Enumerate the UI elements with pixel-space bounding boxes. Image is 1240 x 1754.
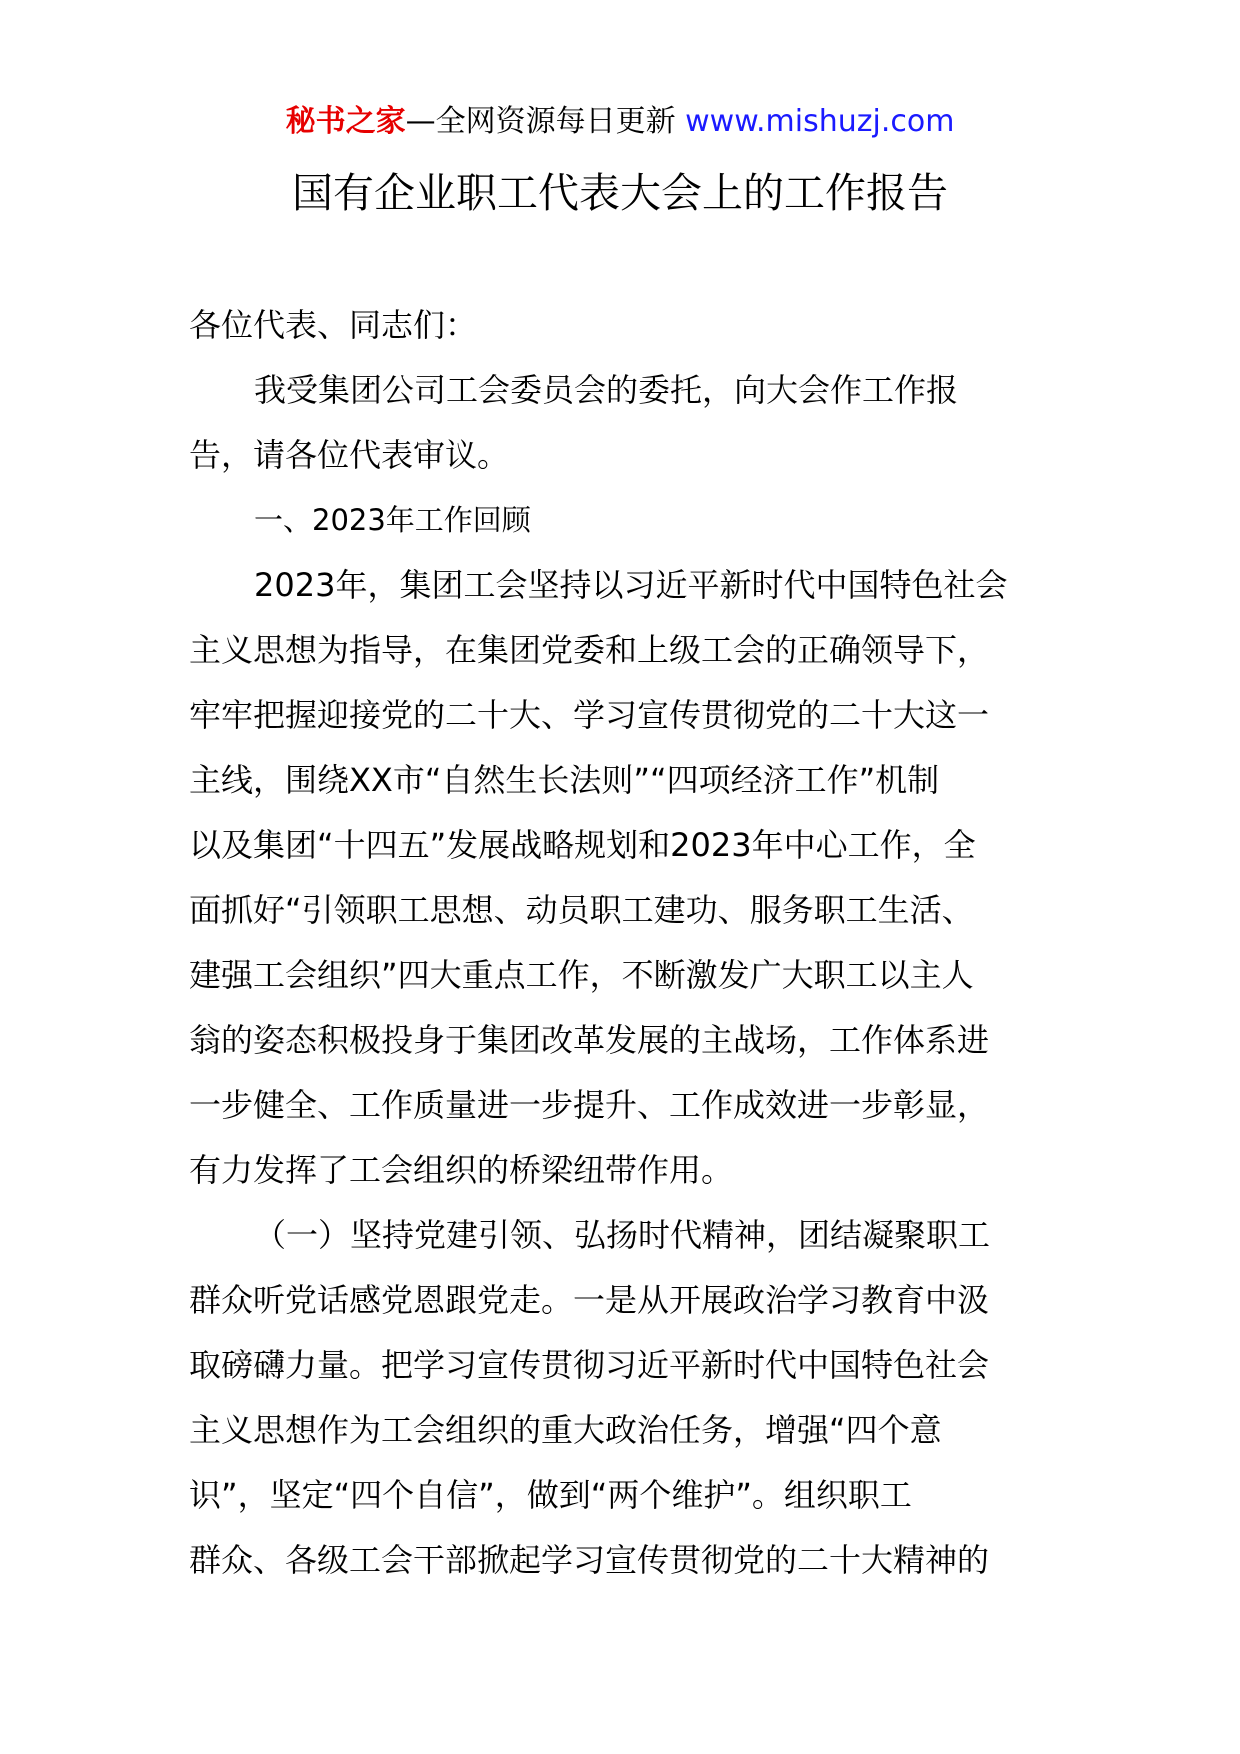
section-heading: 一、2023年工作回顾: [254, 503, 531, 537]
site-url-link[interactable]: www.mishuzj.com: [685, 104, 955, 139]
paragraph-line: 以及集团“十四五”发展战略规划和2023年中心工作，全: [189, 826, 976, 864]
paragraph-line: 主义思想为指导，在集团党委和上级工会的正确领导下，: [189, 631, 990, 669]
brand-name: 秘书之家: [285, 104, 406, 139]
subsection-heading-line: （一）坚持党建引领、弘扬时代精神，团结凝聚职工: [254, 1216, 991, 1254]
document-body: [189, 293, 1059, 1593]
document-title: 国有企业职工代表大会上的工作报告: [292, 169, 948, 217]
paragraph-line: 群众听党话感党恩跟党走。一是从开展政治学习教育中汲: [189, 1281, 990, 1319]
paragraph-line: 建强工会组织”四大重点工作，不断激发广大职工以主人: [189, 956, 974, 994]
paragraph-line: 识”，坚定“四个自信”，做到“两个维护”。组织职工: [189, 1476, 912, 1514]
salutation-line: 各位代表、同志们：: [189, 306, 478, 344]
paragraph-line: 主义思想作为工会组织的重大政治任务，增强“四个意: [189, 1411, 942, 1449]
paragraph-line: 牢牢把握迎接党的二十大、学习宣传贯彻党的二十大这一: [189, 696, 990, 734]
paragraph-line: 一步健全、工作质量进一步提升、工作成效进一步彰显，: [189, 1086, 990, 1124]
paragraph-line: 翁的姿态积极投身于集团改革发展的主战场，工作体系进: [189, 1021, 990, 1059]
paragraph-line: 2023年，集团工会坚持以习近平新时代中国特色社会: [254, 566, 1008, 604]
paragraph-line: 群众、各级工会干部掀起学习宣传贯彻党的二十大精神的: [189, 1541, 990, 1579]
paragraph-line: 告，请各位代表审议。: [189, 436, 510, 474]
paragraph-line: 主线，围绕XX市“自然生长法则”“四项经济工作”机制: [189, 761, 940, 799]
banner-slogan: —全网资源每日更新: [405, 104, 686, 139]
paragraph-line: 面抓好“引领职工思想、动员职工建功、服务职工生活、: [189, 891, 974, 929]
paragraph-line: 取磅礴力量。把学习宣传贯彻习近平新时代中国特色社会: [189, 1346, 990, 1384]
site-banner: [0, 102, 1240, 142]
paragraph-line: 我受集团公司工会委员会的委托，向大会作工作报: [254, 371, 959, 409]
paragraph-line: 有力发挥了工会组织的桥梁纽带作用。: [189, 1151, 734, 1189]
